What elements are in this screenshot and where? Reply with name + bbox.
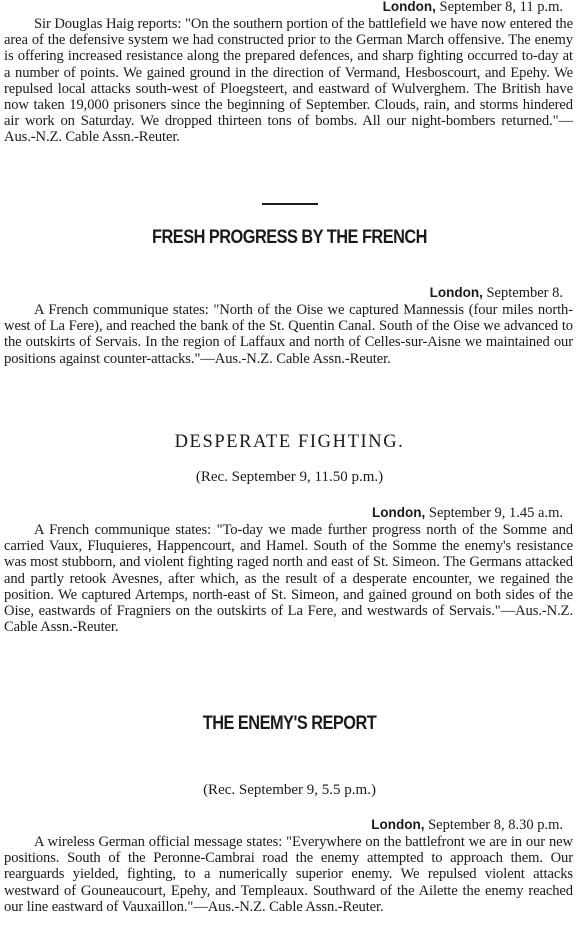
separator-rule [0, 203, 579, 205]
article-body: Sir Douglas Haig reports: "On the southern portion of the battlefield we have now entered the area of the defensive system we had constructed prior to the German March offensive. The enemy is offering increased resistance along the prepared defences, and sharp fighting occurred to-day at a number of points. We gained ground in the direction of Vermand, Hesboscourt, and Epehy. We repulsed local attacks south-west of Ploegsteert, and eastward of Wulverghem. The British have now taken 19,000 prisoners since the beginning of September. Clouds, rain, and storms hindered air work on Saturday. We dropped thirteen tons of bombs. All our night-bombers returned."—Aus.-N.Z. Cable Assn.-Reuter. [4, 16, 573, 146]
dateline-place: London, [429, 285, 483, 300]
dateline-date: September 8. [486, 285, 563, 301]
dateline-date: September 8, 11 p.m. [439, 0, 563, 15]
article-haig-report [0, 0, 579, 146]
received-line [0, 782, 579, 799]
received-time: (Rec. September 9, 11.50 p.m.) [195, 469, 384, 485]
dateline-date: September 8, 8.30 p.m. [428, 817, 563, 833]
headline: THE ENEMY'S REPORT [202, 713, 377, 734]
article-enemy-report-text [0, 816, 579, 915]
dateline-place: London, [371, 817, 425, 832]
headline: DESPERATE FIGHTING. [174, 432, 405, 452]
article-enemy-report [0, 713, 579, 735]
received-time: (Rec. September 9, 5.5 p.m.) [203, 782, 376, 798]
article-desperate-fighting [0, 432, 579, 453]
received-line [0, 469, 579, 486]
dateline [0, 0, 579, 16]
dateline [0, 284, 579, 302]
headline: FRESH PROGRESS BY THE FRENCH [152, 227, 427, 248]
dateline [0, 504, 579, 522]
article-body: A French communique states: "North of the Oise we captured Mannessis (four miles north-west of La Fere), and reached the bank of the St. Quentin Canal. South of the Oise we advanced to the outskirts of Servais. In the region of Laffaux and north of Celles-sur-Aisne we maintained our positions against counter-attacks."—Aus.-N.Z. Cable Assn.-Reuter. [4, 302, 573, 367]
article-fresh-progress [0, 227, 579, 249]
dateline-place: London, [372, 505, 426, 520]
article-fresh-progress-text [0, 284, 579, 367]
dateline-place: London, [382, 0, 436, 14]
dateline-date: September 9, 1.45 a.m. [428, 505, 563, 521]
dateline [0, 816, 579, 834]
article-desperate-fighting-text [0, 504, 579, 635]
article-body: A wireless German official message states: "Everywhere on the battlefront we are in our new positions. South of the Peronne-Cambrai road the enemy attempted to approach them. Our rearguards yielded, fighting, to a numerically superior enemy. We repulsed violent attacks westward of Gouneaucourt, Epehy, and Templeaux. Southward of the Ailette the enemy reached our line eastward of Vauxaillon."—Aus.-N.Z. Cable Assn.-Reuter. [4, 834, 573, 915]
article-body: A French communique states: "To-day we made further progress north of the Somme and carried Vaux, Fluquieres, Happencourt, and Hamel. South of the Somme the enemy's resistance was most stubborn, and violent fighting raged north and east of St. Simeon. The Germans attacked and partly retook Avesnes, after which, as the result of a desperate encounter, we regained the position. We captured Artemps, north-east of St. Simeon, and gained ground on both sides of the Oise, eastwards of Fragniers on the outskirts of La Fere, and westwards of Servais."—Aus.-N.Z. Cable Assn.-Reuter. [4, 522, 573, 636]
